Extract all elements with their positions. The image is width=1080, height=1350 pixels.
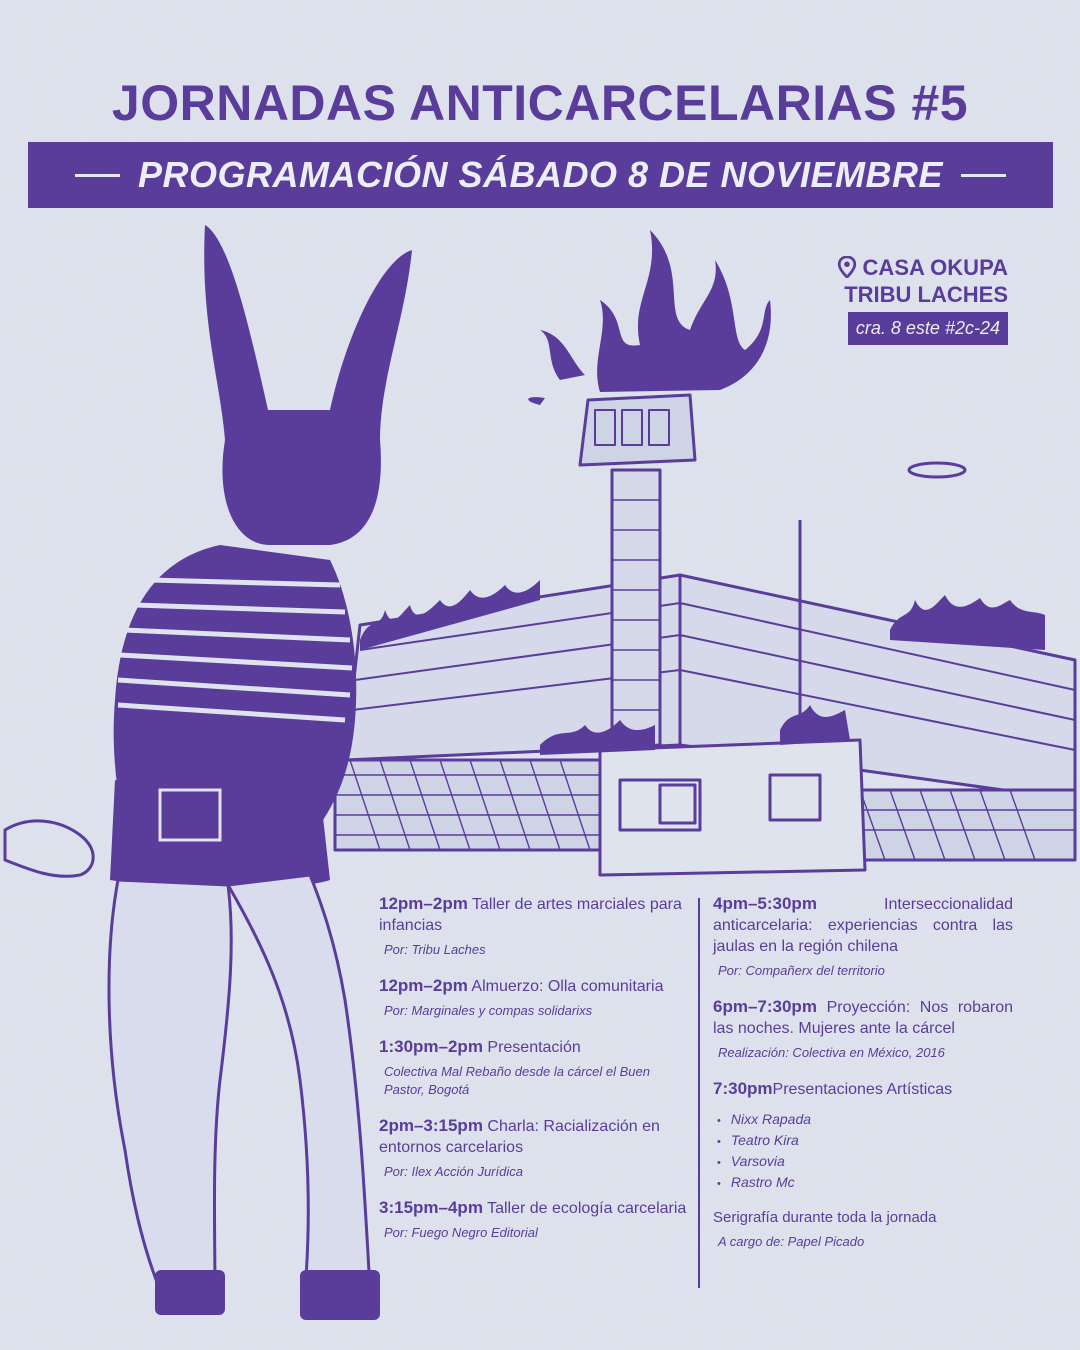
location-address: cra. 8 este #2c-24	[848, 312, 1008, 345]
schedule-title: Almuerzo: Olla comunitaria	[471, 978, 664, 995]
schedule-credit: Realización: Colectiva en México, 2016	[718, 1045, 945, 1060]
schedule-time: 12pm–2pm	[379, 976, 468, 995]
screenprint-credit: A cargo de: Papel Picado	[718, 1234, 865, 1249]
schedule-title: Presentaciones Artísticas	[772, 1081, 953, 1098]
schedule-title: Presentación	[487, 1039, 581, 1056]
schedule-item	[379, 1115, 691, 1181]
schedule-title: Taller de ecología carcelaria	[487, 1200, 687, 1217]
schedule-time: 2pm–3:15pm	[379, 1116, 483, 1135]
schedule-time: 4pm–5:30pm	[713, 894, 817, 913]
schedule-right-column	[713, 893, 1013, 1267]
schedule-item	[379, 1036, 691, 1099]
column-divider	[698, 898, 700, 1288]
schedule-title: Charla: Racialización en entornos carcelarios	[379, 1118, 660, 1156]
schedule-time: 6pm–7:30pm	[713, 997, 817, 1016]
screenprint-note	[713, 1208, 1013, 1251]
schedule-item	[379, 893, 691, 959]
list-item: • Varsovia	[717, 1152, 1013, 1173]
location-name-2: TRIBU LACHES	[844, 282, 1008, 307]
banner-subtitle: PROGRAMACIÓN SÁBADO 8 DE NOVIEMBRE	[137, 154, 944, 195]
schedule-item	[713, 893, 1013, 980]
schedule-time: 3:15pm–4pm	[379, 1198, 483, 1217]
location-name-1: CASA OKUPA	[862, 255, 1008, 280]
schedule-time: 12pm–2pm	[379, 894, 468, 913]
schedule-time: 7:30pm	[713, 1079, 773, 1098]
list-item: • Teatro Kira	[717, 1131, 1013, 1152]
list-item: • Nixx Rapada	[717, 1110, 1013, 1131]
location-pin-icon	[837, 256, 857, 278]
schedule-time: 1:30pm–2pm	[379, 1037, 483, 1056]
schedule-credit: Por: Tribu Laches	[384, 942, 486, 957]
page-title: JORNADAS ANTICARCELARIAS #5	[111, 75, 969, 131]
schedule-item	[379, 975, 691, 1020]
schedule-credit: Colectiva Mal Rebaño desde la cárcel el Buen Pastor, Bogotá	[384, 1064, 650, 1097]
schedule-left-column	[379, 893, 691, 1258]
schedule-credit: Por: Compañerx del territorio	[718, 963, 885, 978]
event-location	[837, 254, 1008, 345]
schedule-credit: Por: Ilex Acción Jurídica	[384, 1164, 523, 1179]
screenprint-title: Serigrafía durante toda la jornada	[713, 1209, 937, 1226]
schedule-title: Proyección: Nos robaron las noches. Mujeres ante la cárcel	[713, 999, 1013, 1037]
list-item: • Rastro Mc	[717, 1173, 1013, 1194]
location-line-1	[837, 254, 1008, 281]
schedule-item	[379, 1197, 691, 1242]
schedule-title: Taller de artes marciales para infancias	[379, 896, 682, 934]
schedule-title: Interseccionalidad anticarcelaria: experiencias contra las jaulas en la región chilena	[713, 896, 1013, 955]
schedule-credit: Por: Fuego Negro Editorial	[384, 1225, 538, 1240]
schedule-credit: Por: Marginales y compas solidarixs	[384, 1003, 593, 1018]
artist-list	[713, 1110, 1013, 1194]
schedule-item	[713, 1078, 1013, 1100]
schedule-item	[713, 996, 1013, 1062]
